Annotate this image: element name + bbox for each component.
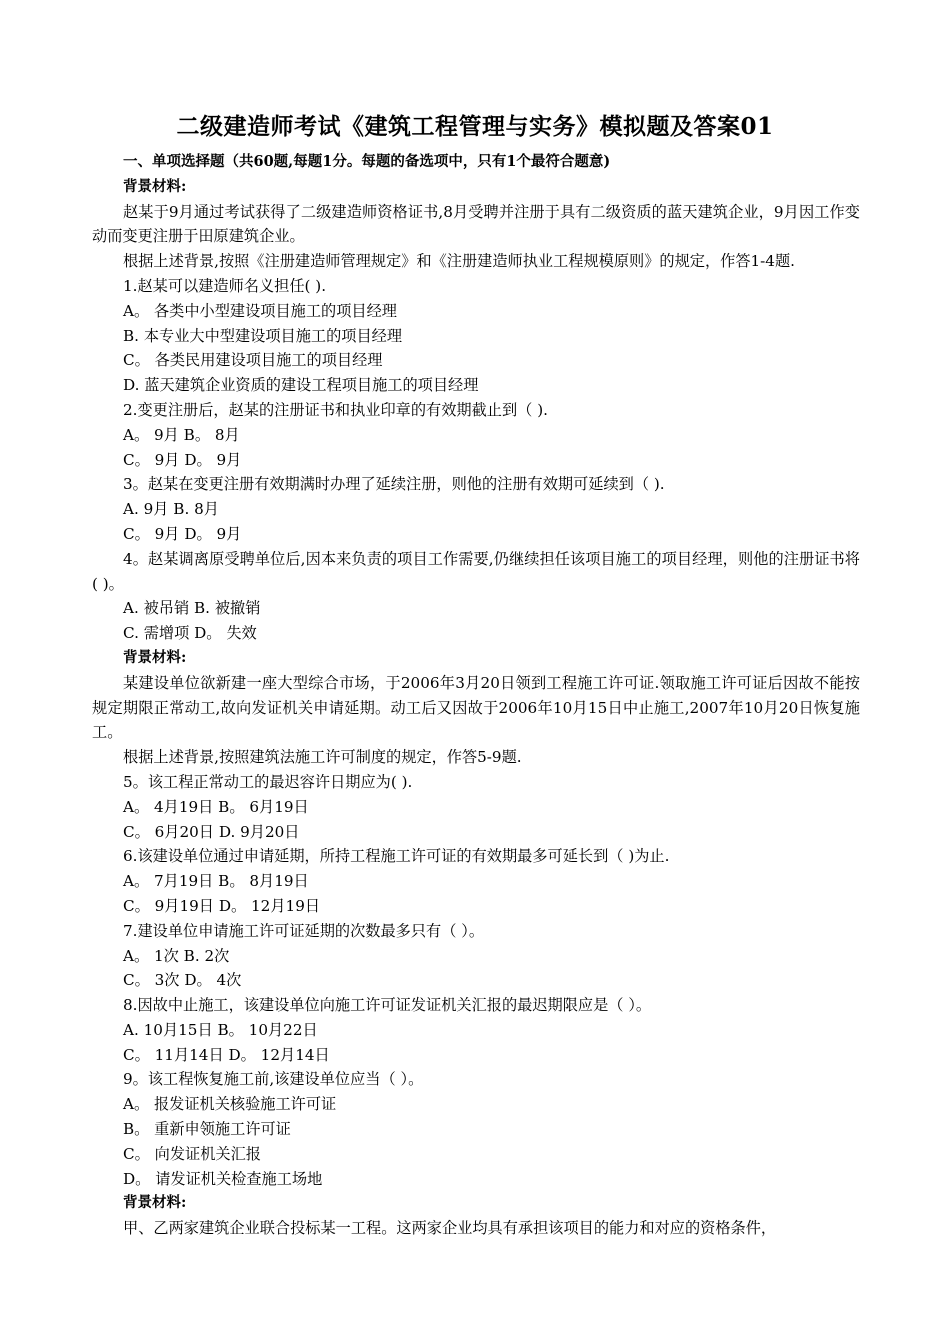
paragraph: A. 10月15日 B。 10月22日 (123, 1020, 318, 1039)
paragraph: 赵某于9月通过考试获得了二级建造师资格证书,8月受聘并注册于具有二级资质的蓝天建筑企业，9月因工作变动而变更注册于田原建筑企业。 (92, 202, 860, 246)
paragraph: C。 各类民用建设项目施工的项目经理 (123, 351, 383, 370)
paragraph: 8.因故中止施工，该建设单位向施工许可证发证机关汇报的最迟期限应是（ ）。 (123, 996, 652, 1015)
paragraph: 1.赵某可以建造师名义担任( ). (123, 276, 327, 295)
paragraph: C。 6月20日 D. 9月20日 (123, 822, 300, 841)
paragraph: D。 请发证机关检查施工场地 (123, 1169, 323, 1188)
paragraph: A。 报发证机关核验施工许可证 (123, 1095, 337, 1114)
section-heading: 一、单项选择题（共60题,每题1分。每题的备选项中，只有1个最符合题意) (123, 153, 611, 170)
paragraph: 甲、乙两家建筑企业联合投标某一工程。这两家企业均具有承担该项目的能力和对应的资格条件， (123, 1219, 777, 1238)
paragraph: 7.建设单位申请施工许可证延期的次数最多只有（ ）。 (123, 921, 485, 940)
paragraph: C。 向发证机关汇报 (123, 1144, 261, 1163)
paragraph: A. 9月 B. 8月 (123, 500, 219, 519)
paragraph: C. 需增项 D。 失效 (123, 624, 257, 643)
paragraph: 3。赵某在变更注册有效期满时办理了延续注册，则他的注册有效期可延续到（ ). (123, 475, 665, 494)
paragraph: C。 9月19日 D。 12月19日 (123, 896, 321, 915)
paragraph: D. 蓝天建筑企业资质的建设工程项目施工的项目经理 (123, 376, 479, 395)
paragraph: 某建设单位欲新建一座大型综合市场，于2006年3月20日领到工程施工许可证.领取施工许可证后因故不能按规定期限正常动工,故向发证机关申请延期。动工后又因故于2006年10月15日中止施工,2007年10月20日恢复施工。 (92, 673, 860, 742)
paragraph: C。 9月 D。 9月 (123, 450, 242, 469)
paragraph: 根据上述背景,按照建筑法施工许可制度的规定，作答5-9题. (123, 748, 522, 767)
paragraph: 4。赵某调离原受聘单位后,因本来负责的项目工作需要,仍继续担任该项目施工的项目经理，则他的注册证书将( )。 (92, 549, 860, 593)
paragraph: A。 1次 B. 2次 (123, 946, 230, 965)
paragraph: C。 11月14日 D。 12月14日 (123, 1045, 330, 1064)
paragraph: A. 被吊销 B. 被撤销 (123, 599, 261, 618)
section-heading: 背景材料: (123, 648, 187, 666)
section-heading: 背景材料: (123, 177, 187, 195)
paragraph: 2.变更注册后，赵某的注册证书和执业印章的有效期截止到（ ). (123, 400, 548, 419)
paragraph: C。 9月 D。 9月 (123, 524, 242, 543)
paragraph: A。 9月 B。 8月 (123, 425, 240, 444)
paragraph: 9。该工程恢复施工前,该建设单位应当（ ）。 (123, 1070, 424, 1089)
paragraph: 根据上述背景,按照《注册建造师管理规定》和《注册建造师执业工程规模原则》的规定，作答1-4题. (123, 252, 795, 271)
document-title: 二级建造师考试《建筑工程管理与实务》模拟题及答案01 (176, 113, 774, 140)
paragraph: 6.该建设单位通过申请延期，所持工程施工许可证的有效期最多可延长到（ )为止. (123, 847, 670, 866)
paragraph: B. 本专业大中型建设项目施工的项目经理 (123, 326, 403, 345)
paragraph: B。 重新申领施工许可证 (123, 1120, 291, 1139)
paragraph: A。 各类中小型建设项目施工的项目经理 (123, 301, 397, 320)
section-heading: 背景材料: (123, 1194, 187, 1212)
paragraph: A。 7月19日 B。 8月19日 (123, 872, 309, 891)
document-body (92, 150, 860, 1241)
paragraph: A。 4月19日 B。 6月19日 (123, 797, 309, 816)
paragraph: 5。该工程正常动工的最迟容许日期应为( ). (123, 772, 413, 791)
paragraph: C。 3次 D。 4次 (123, 971, 242, 990)
